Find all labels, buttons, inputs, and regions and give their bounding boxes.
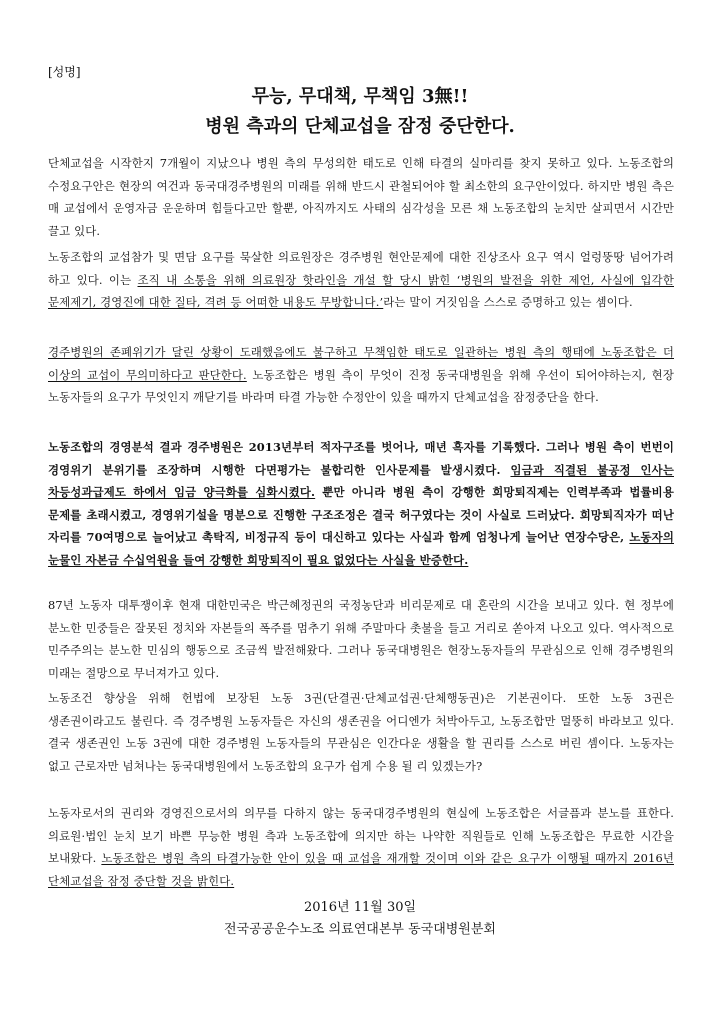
paragraph-2-underlined-quote: 조직 내 소통을 위해 의료원장 핫라인을 개설 할 당시 밝힌 ‘병원의 발전을 위한 제언, 사실에 입각한 문제제기, 경영진에 대한 질타, 격려 등 어떠한 내용도 무방합니다.’ [48,272,674,309]
paragraph-7-underlined-conclusion: 노동조합은 병원 측의 타결가능한 안이 있을 때 교섭을 재개할 것이며 이와 같은 요구가 이행될 때까지 2016년 단체교섭을 잠정 중단할 것을 밝힌다. [48,851,674,888]
paragraph-3-underlined: 경주병원의 존폐위기가 달린 상황이 도래했음에도 불구하고 무책임한 태도로 일관하는 병원 측의 행태에 노동조합은 더 이상의 교섭이 무의미하다고 판단한다. [48,345,674,382]
title-line-1: 무능, 무대책, 무책임 3無!! [251,86,469,107]
document-tag: [성명] [48,65,81,79]
paragraph-3-text-b: 노동조합은 병원 측이 무엇이 진정 동국대병원을 위해 우선이 되어야하는지, 현장 노동자들의 요구가 무엇인지 깨닫기를 바라며 타결 가능한 수정안이 있을 때까지 단체교섭을 잠정중단을 한다. [48,367,674,404]
issuing-organization: 전국공공운수노조 의료연대본부 동국대병원분회 [224,922,496,937]
paragraph-7-text-a: 노동자로서의 권리와 경영진으로서의 의무를 다하지 않는 동국대경주병원의 현실에 노동조합은 서글픔과 분노를 표한다. 의료원·법인 눈치 보기 바쁜 무능한 병원 측과 노동조합에 의지만 하는 나약한 직원들로 인해 노동조합은 무료한 시간을 보내왔다. [48,806,674,865]
paragraph-3 [48,341,674,409]
paragraph-5: 87년 노동자 대투쟁이후 현재 대한민국은 박근혜정권의 국정농단과 비리문제로 대 혼란의 시간을 보내고 있다. 현 정부에 분노한 민중들은 잘못된 정치와 자본들의 폭주를 멈추기 위해 주말마다 촛불을 들고 거리로 쏟아져 나오고 있다. 역사적으로 민주주의는 분노한 민심의 행동으로 조금씩 발전해왔다. 그러나 동국대병원은 현장노동자들의 무관심으로 인해 경주병원의 미래는 절망으로 무너져가고 있다. [48,598,674,680]
paragraph-1: 단체교섭을 시작한지 7개월이 지났으나 병원 측의 무성의한 태도로 인해 타결의 실마리를 찾지 못하고 있다. 노동조합의 수정요구안은 현장의 여건과 동국대경주병원의 미래를 위해 반드시 관철되어야 할 최소한의 요구안이었다. 하지만 병원 측은 매 교섭에서 운영자금 운운하며 힘들다고만 할뿐, 아직까지도 사태의 심각성을 모른 채 노동조합의 눈치만 살피면서 시간만 끌고 있다. [48,156,674,238]
paragraph-2-text-a: 노동조합의 교섭참가 및 면담 요구를 묵살한 의료원장은 경주병원 현안문제에 대한 진상조사 요구 역시 얼렁뚱땅 넘어가려 하고 있다. 이는 [48,250,674,287]
paragraph-7 [48,802,674,892]
paragraph-6: 노동조건 향상을 위해 헌법에 보장된 노동 3권(단결권·단체교섭권·단체행동권)은 기본권이다. 또한 노동 3권은 생존권이라고도 불린다. 즉 경주병원 노동자들은 자신의 생존권을 어디엔가 처박아두고, 노동조합만 멀뚱히 바라보고 있다. 결국 생존권인 노동 3권에 대한 경주병원 노동자들의 무관심은 인간다운 생활을 할 권리를 스스로 버린 셈이다. 노동자는 없고 근로자만 넘쳐나는 동국대병원에서 노동조합의 요구가 쉽게 수용 될 리 있겠는가? [48,691,674,773]
paragraph-4-underlined-wage: 임금과 직결된 불공정 인사는 차등성과급제도 하에서 임금 양극화를 심화시켰다. [48,462,674,499]
paragraph-2-text-c: 라는 말이 거짓임을 스스로 증명하고 있는 셈이다. [383,295,633,309]
paragraph-4 [48,436,674,571]
title-line-2: 병원 측과의 단체교섭을 잠정 중단한다. [205,116,515,137]
paragraph-4-text-c: 뿐만 아니라 병원 측이 강행한 희망퇴직제는 인력부족과 법률비용 문제를 초래시켰고, 경영위기설을 명분으로 진행한 구조조정은 결국 허구였다는 것이 사실로 드러났다. 희망퇴직자가 떠난 자리를 70여명으로 늘어났고 촉탁직, 비정규직 등이 대신하고 있다는 사실과 함께 엄청나게 늘어난 연장수당은, [48,485,674,544]
statement-date: 2016년 11월 30일 [303,900,417,915]
paragraph-4-underlined-conclusion: 노동자의 눈물인 자본금 수십억원을 들여 강행한 희망퇴직이 필요 없었다는 사실을 반증한다. [48,530,674,567]
paragraph-2 [48,246,674,314]
paragraph-4-text-a: 노동조합의 경영분석 결과 경주병원은 2013년부터 적자구조를 벗어나, 매년 흑자를 기록했다. 그러나 병원 측이 번번이 경영위기 분위기를 조장하며 시행한 다면평가는 불합리한 인사문제를 발생시켰다. [48,440,674,477]
